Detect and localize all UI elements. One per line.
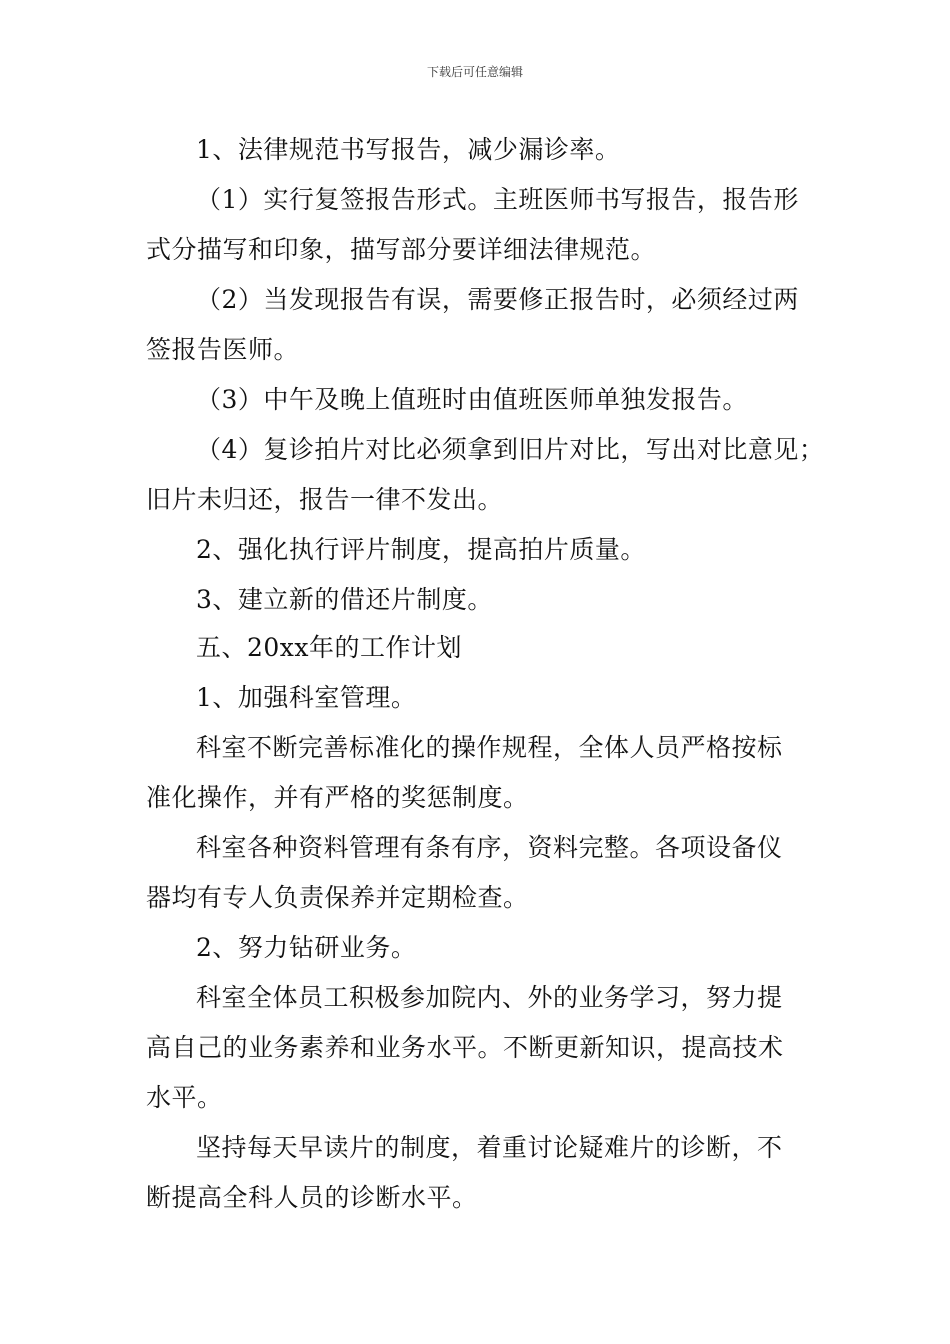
body-line: 旧片未归还，报告一律不发出。 xyxy=(146,485,504,514)
body-line: 器均有专人负责保养并定期检查。 xyxy=(146,883,529,912)
body-line: 式分描写和印象，描写部分要详细法律规范。 xyxy=(146,235,657,264)
body-line: 科室不断完善标准化的操作规程，全体人员严格按标 xyxy=(196,733,783,762)
body-line: 高自己的业务素养和业务水平。不断更新知识，提高技术 xyxy=(146,1033,784,1062)
body-line: （1）实行复签报告形式。主班医师书写报告，报告形 xyxy=(196,185,799,214)
body-line: 坚持每天早读片的制度，着重讨论疑难片的诊断，不 xyxy=(196,1133,783,1162)
section-heading: 五、20xx年的工作计划 xyxy=(196,633,463,662)
body-line: 2、努力钻研业务。 xyxy=(196,933,417,962)
body-line: 2、强化执行评片制度，提高拍片质量。 xyxy=(196,535,646,564)
body-line: 1、法律规范书写报告，减少漏诊率。 xyxy=(196,135,621,164)
body-line: （3）中午及晚上值班时由值班医师单独发报告。 xyxy=(196,385,748,414)
body-line: 科室各种资料管理有条有序，资料完整。各项设备仪 xyxy=(196,833,783,862)
body-line: （4）复诊拍片对比必须拿到旧片对比，写出对比意见； xyxy=(196,435,825,464)
body-line: 科室全体员工积极参加院内、外的业务学习，努力提 xyxy=(196,983,783,1012)
body-line: （2）当发现报告有误，需要修正报告时，必须经过两 xyxy=(196,285,799,314)
body-line: 准化操作，并有严格的奖惩制度。 xyxy=(146,783,529,812)
page-header-note: 下载后可任意编辑 xyxy=(426,65,523,79)
body-line: 水平。 xyxy=(146,1083,223,1112)
body-line: 断提高全科人员的诊断水平。 xyxy=(146,1183,478,1212)
body-line: 签报告医师。 xyxy=(146,335,300,364)
body-line: 1、加强科室管理。 xyxy=(196,683,417,712)
body-line: 3、建立新的借还片制度。 xyxy=(196,585,493,614)
